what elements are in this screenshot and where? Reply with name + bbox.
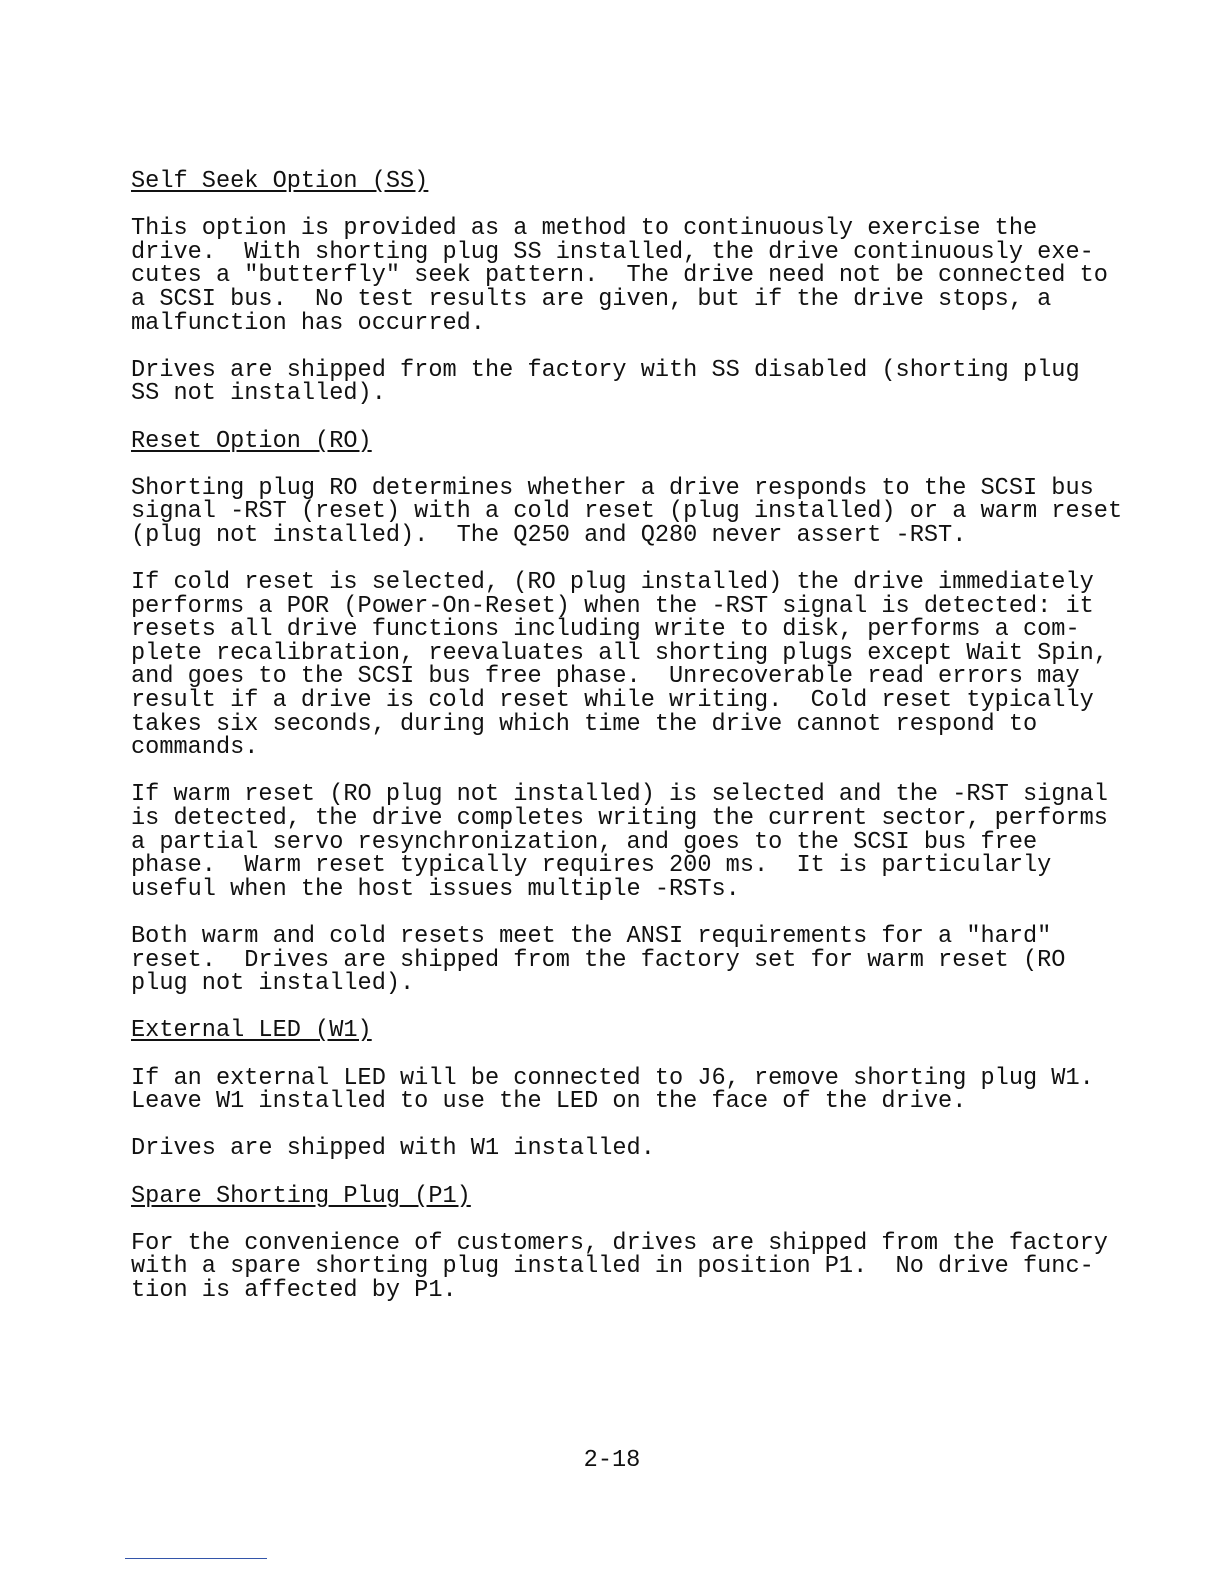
paragraph: Shorting plug RO determines whether a drive responds to the SCSI bus signal -RST (reset) with a cold reset (plug installed) or a warm reset (plug not installed). The Q250 and Q280 never assert -RST. [131,474,1123,549]
section-external-led [131,1019,1141,1161]
section-heading: External LED (W1) [131,1017,372,1045]
section-heading: Spare Shorting Plug (P1) [131,1182,471,1210]
document-body [131,170,1141,1326]
paragraph: If warm reset (RO plug not installed) is selected and the -RST signal is detected, the drive completes writing the current sector, performs a partial servo resynchronization, and goes to the SCSI bus free phase. Warm reset typically requires 200 ms. It is particularly useful when the host issues multiple -RSTs. [131,781,1108,903]
page-number: 2-18 [583,1447,641,1474]
paragraph: Both warm and cold resets meet the ANSI requirements for a "hard" reset. Drives are shipped from the factory set for warm reset (RO plug not installed). [131,923,1066,998]
section-heading: Reset Option (RO) [131,427,372,455]
paragraph: Drives are shipped from the factory with SS disabled (shorting plug SS not installed). [131,356,1080,408]
section-reset-option [131,427,1141,998]
section-spare-plug [131,1182,1141,1304]
paragraph: If cold reset is selected, (RO plug installed) the drive immediately performs a POR (Power-On-Reset) when the -RST signal is detected: it resets all drive functions including write to disk, performs a com- plete recalibration, reevaluates all shorting plugs except Wait Spin, and goes to the SCSI bus free phase. Unrecoverable read errors may result if a drive is cold reset while writing. Cold reset typically takes six seconds, during which time the drive cannot respond to commands. [131,569,1108,762]
paragraph: For the convenience of customers, drives are shipped from the factory with a spare shorting plug installed in position P1. No drive func- tion is affected by P1. [131,1229,1108,1304]
section-heading: Self Seek Option (SS) [131,168,429,195]
section-self-seek [131,170,1141,406]
paragraph: Drives are shipped with W1 installed. [131,1135,655,1163]
footer-rule [125,1558,267,1559]
paragraph: If an external LED will be connected to J6, remove shorting plug W1. Leave W1 installed to use the LED on the face of the drive. [131,1064,1094,1116]
paragraph: This option is provided as a method to continuously exercise the drive. With shorting plug SS installed, the drive continuously exe- cutes a "butterfly" seek pattern. The drive need not be connected to a SCSI bus. No test results are given, but if the drive stops, a malfunction has occurred. [131,215,1108,337]
